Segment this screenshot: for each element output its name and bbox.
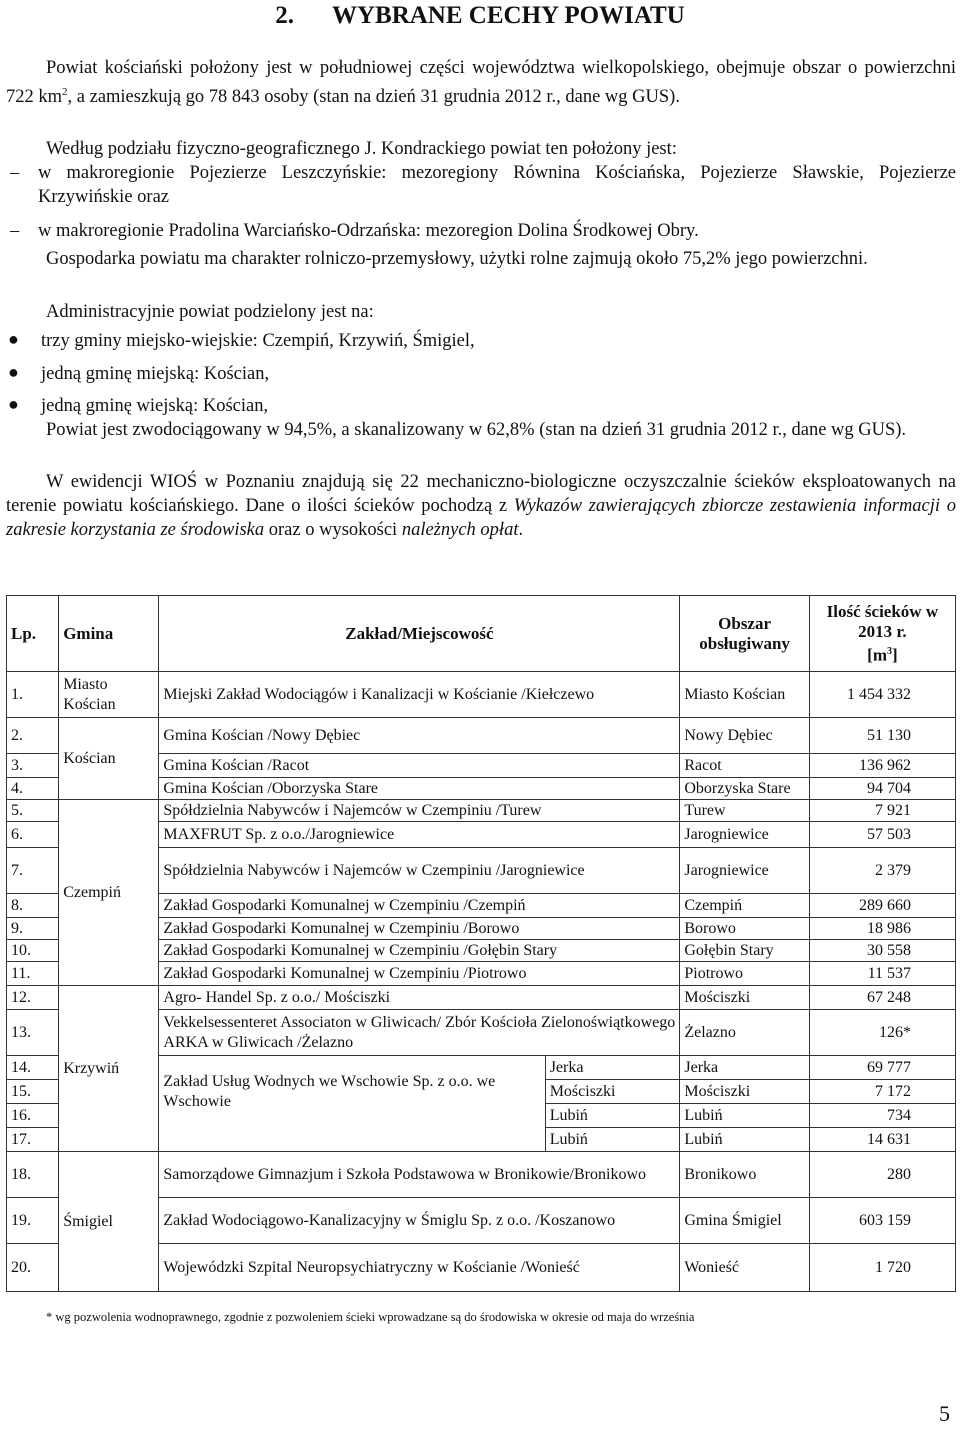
table-row: 16. Lubiń Lubiń 734 (7, 1104, 956, 1128)
paragraph-location: Powiat kościański położony jest w południowej części województwa wielkopolskiego, obejmuje obszar o powierzchni 722 $km^2$, a zamieszkują go 78 843 osoby (stan na dzień 31 grudnia 2012 r., dane wg GUS). (6, 58, 956, 108)
bullet-icon: ● (8, 362, 19, 382)
paragraph-wios: W ewidencji WIOŚ w Poznaniu znajdują się 22 mechaniczno-biologiczne oczyszczalnie ścieków eksploatowanych na terenie powiatu kościańskiego. Dane o ilości ścieków pochodzą z Wykazów zawierających zbiorcze zestawienia informacji o zakresie korzystania ze środowiska oraz o wysokości należnych opłat. (6, 472, 956, 540)
table-header-row (7, 596, 956, 672)
table-row: 14. Zakład Usług Wodnych we Wschowie Sp. z o.o. we Wschowie Jerka Jerka 69 777 (7, 1056, 956, 1080)
table-row: 2. Kościan Gmina Kościan /Nowy Dębiec Nowy Dębiec 51 130 (7, 718, 956, 754)
table-row: 17. Lubiń Lubiń 14 631 (7, 1128, 956, 1152)
table-row: 10. Zakład Gospodarki Komunalnej w Czempiniu /Gołębin Stary Gołębin Stary 30 558 (7, 940, 956, 962)
bullet-item-2: jedną gminę miejską: Kościan, (41, 364, 270, 384)
bullet-item-1: trzy gminy miejsko-wiejskie: Czempiń, Krzywiń, Śmigiel, (41, 331, 475, 351)
group-czempin: Czempiń (59, 800, 159, 986)
bullet-icon: ● (8, 329, 19, 349)
bullet-item-3: jedną gminę wiejską: Kościan, (41, 396, 269, 416)
table-row: 15. Mościszki Mościszki 7 172 (7, 1080, 956, 1104)
table-row: 7. Spółdzielnia Nabywców i Najemców w Czempiniu /Jarogniewice Jarogniewice 2 379 (7, 848, 956, 894)
table-row: 11. Zakład Gospodarki Komunalnej w Czempiniu /Piotrowo Piotrowo 11 537 (7, 962, 956, 986)
section-heading: WYBRANE CECHY POWIATU (331, 2, 685, 29)
group-koscian: Kościan (59, 718, 159, 800)
paragraph-economy: Gospodarka powiatu ma charakter rolniczo-przemysłowy, użytki rolne zajmują około 75,2% jego powierzchni. (46, 249, 868, 269)
footnote: * wg pozwolenia wodnoprawnego, zgodnie z pozwoleniem ścieki wprowadzane są do środowiska w okresie od maja do września (46, 1310, 695, 1324)
group-krzywin: Krzywiń (59, 986, 159, 1152)
header-obszar: Obszar obsługiwany (680, 596, 809, 672)
dash-item-1: – w makroregionie Pojezierze Leszczyńskie: mezoregiony Równina Kościańska, Pojezierze Sławskie, Pojezierze Krzywińskie oraz (10, 163, 956, 207)
sewage-table (6, 595, 956, 1292)
table-row: 12. Krzywiń Agro- Handel Sp. z o.o./ Mościszki Mościszki 67 248 (7, 986, 956, 1010)
header-zaklad: Zakład/Miejscowość (159, 596, 680, 672)
paragraph-admin: Administracyjnie powiat podzielony jest na: (46, 302, 374, 322)
table-row: 4. Gmina Kościan /Oborzyska Stare Oborzyska Stare 94 704 (7, 778, 956, 800)
table-row: 19. Zakład Wodociągowo-Kanalizacyjny w Śmiglu Sp. z o.o. /Koszanowo Gmina Śmigiel 603 159 (7, 1198, 956, 1244)
header-ilosc: Ilość ścieków w 2013 r. $[m^3]$ (809, 596, 955, 672)
dash-item-2: – w makroregionie Pradolina Warciańsko-Odrzańska: mezoregion Dolina Środkowej Obry. (10, 221, 699, 241)
paragraph-water: Powiat jest zwodociągowany w 94,5%, a skanalizowany w 62,8% (stan na dzień 31 grudnia 2012 r., dane wg GUS). (46, 420, 907, 440)
table-row: 9. Zakład Gospodarki Komunalnej w Czempiniu /Borowo Borowo 18 986 (7, 918, 956, 940)
table-row: 1. Miasto Kościan Miejski Zakład Wodociągów i Kanalizacji w Kościanie /Kiełczewo Miasto Kościan 1 454 332 (7, 672, 956, 718)
group-smigiel: Śmigiel (59, 1152, 159, 1292)
table-row: 5. Czempiń Spółdzielnia Nabywców i Najemców w Czempiniu /Turew Turew 7 921 (7, 800, 956, 822)
page-number: 5 (939, 1401, 950, 1426)
table-row: 6. MAXFRUT Sp. z o.o./Jarogniewice Jarogniewice 57 503 (7, 822, 956, 848)
header-gmina: Gmina (59, 596, 159, 672)
section-number: 2. (275, 2, 294, 29)
table-row: 18. Śmigiel Samorządowe Gimnazjum i Szkoła Podstawowa w Bronikowie/Bronikowo Bronikowo 280 (7, 1152, 956, 1198)
bullet-icon: ● (8, 394, 19, 414)
group-krzywin-zaklad: Zakład Usług Wodnych we Wschowie Sp. z o.o. we Wschowie (159, 1056, 545, 1128)
table-row: 13. Vekkelsessenteret Associaton w Gliwicach/ Zbór Kościoła Zielonoświątkowego ARKA w Gliwicach /Żelazno Żelazno 126* (7, 1010, 956, 1056)
table-row: 8. Zakład Gospodarki Komunalnej w Czempiniu /Czempiń Czempiń 289 660 (7, 894, 956, 918)
header-lp: Lp. (7, 596, 59, 672)
section-title (0, 2, 960, 30)
table-row: 3. Gmina Kościan /Racot Racot 136 962 (7, 754, 956, 778)
paragraph-regions: Według podziału fizyczno-geograficznego J. Kondrackiego powiat ten położony jest: (46, 139, 677, 159)
table-row: 20. Wojewódzki Szpital Neuropsychiatryczny w Kościanie /Wonieść Wonieść 1 720 (7, 1244, 956, 1292)
